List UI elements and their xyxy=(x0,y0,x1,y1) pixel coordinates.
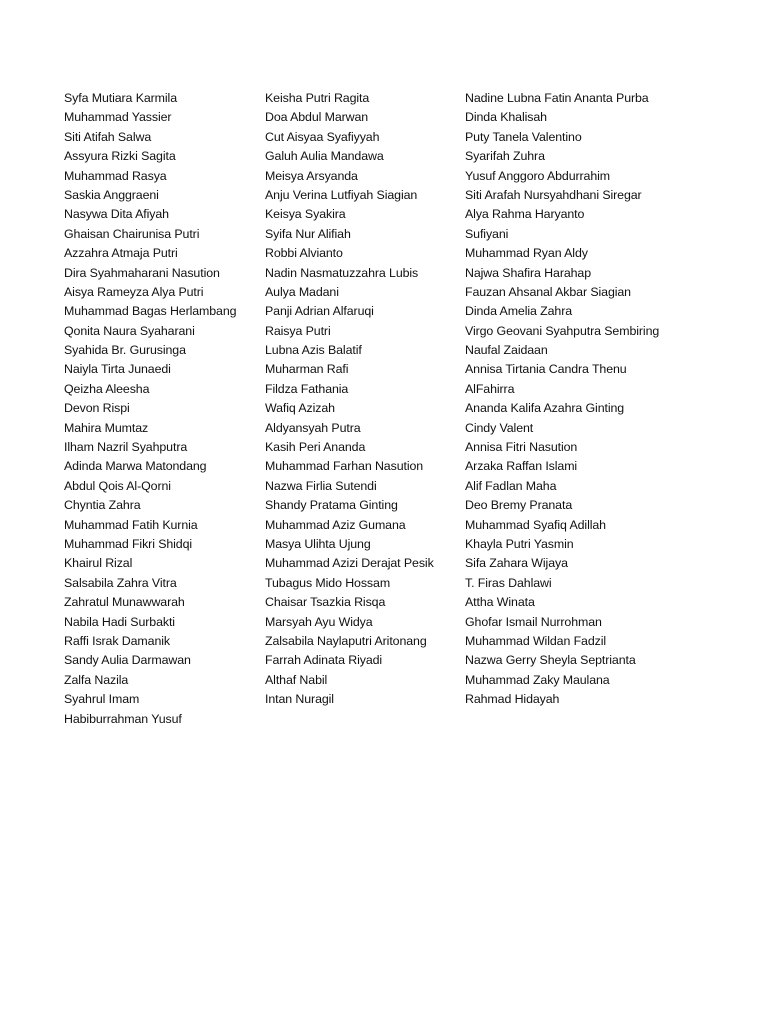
name-entry: Habiburrahman Yusuf xyxy=(64,711,182,726)
name-entry: Alya Rahma Haryanto xyxy=(465,207,585,222)
name-entry: Muhammad Zaky Maulana xyxy=(465,672,610,687)
name-entry: Rahmad Hidayah xyxy=(465,692,560,707)
name-entry: Raisya Putri xyxy=(265,323,331,338)
name-entry: Adinda Marwa Matondang xyxy=(64,459,207,474)
name-entry: Assyura Rizki Sagita xyxy=(64,149,176,164)
name-entry: Nadin Nasmatuzzahra Lubis xyxy=(265,265,419,280)
name-entry: Chyntia Zahra xyxy=(64,498,141,513)
name-entry: Devon Rispi xyxy=(64,401,130,416)
name-entry: Ghaisan Chairunisa Putri xyxy=(64,226,200,241)
name-entry: Muharman Rafi xyxy=(265,362,349,377)
name-entry: Muhammad Azizi Derajat Pesik xyxy=(265,556,434,571)
name-entry: Galuh Aulia Mandawa xyxy=(265,149,384,164)
name-entry: Muhammad Yassier xyxy=(64,110,172,125)
name-entry: Siti Atifah Salwa xyxy=(64,129,152,144)
name-entry: Alif Fadlan Maha xyxy=(465,478,557,493)
name-entry: Muhammad Ryan Aldy xyxy=(465,246,588,261)
name-entry: Meisya Arsyanda xyxy=(265,168,358,183)
name-entry: Nazwa Firlia Sutendi xyxy=(265,478,377,493)
name-entry: Abdul Qois Al-Qorni xyxy=(64,478,171,493)
name-entry: Kasih Peri Ananda xyxy=(265,440,366,455)
name-entry: Farrah Adinata Riyadi xyxy=(265,653,383,668)
name-entry: Fauzan Ahsanal Akbar Siagian xyxy=(465,284,631,299)
name-entry: Dinda Amelia Zahra xyxy=(465,304,573,319)
name-entry: Qeizha Aleesha xyxy=(64,381,150,396)
name-entry: Zahratul Munawwarah xyxy=(64,595,185,610)
name-entry: Sufiyani xyxy=(465,226,509,241)
name-entry: Najwa Shafira Harahap xyxy=(465,265,592,280)
name-entry: Virgo Geovani Syahputra Sembiring xyxy=(465,323,660,338)
name-entry: Ananda Kalifa Azahra Ginting xyxy=(465,401,625,416)
name-entry: Cindy Valent xyxy=(465,420,534,435)
name-entry: Zalfa Nazila xyxy=(64,672,129,687)
name-entry: Syahrul Imam xyxy=(64,692,140,707)
name-entry: Syarifah Zuhra xyxy=(465,149,545,164)
name-entry: Aulya Madani xyxy=(265,284,339,299)
name-entry: Lubna Azis Balatif xyxy=(265,343,362,358)
name-entry: Deo Bremy Pranata xyxy=(465,498,573,513)
name-entry: Syifa Nur Alifiah xyxy=(265,226,351,241)
name-entry: Nabila Hadi Surbakti xyxy=(64,614,175,629)
name-entry: Dira Syahmaharani Nasution xyxy=(64,265,220,280)
name-entry: Cut Aisyaa Syafiyyah xyxy=(265,129,380,144)
name-entry: Naufal Zaidaan xyxy=(465,343,548,358)
name-entry: Wafiq Azizah xyxy=(265,401,335,416)
name-column-2 xyxy=(265,89,455,710)
name-entry: Muhammad Wildan Fadzil xyxy=(465,633,607,648)
name-entry: Tubagus Mido Hossam xyxy=(265,575,391,590)
name-entry: Muhammad Rasya xyxy=(64,168,167,183)
name-entry: Attha Winata xyxy=(465,595,535,610)
name-entry: Panji Adrian Alfaruqi xyxy=(265,304,374,319)
name-entry: Muhammad Fikri Shidqi xyxy=(64,536,193,551)
name-entry: Annisa Fitri Nasution xyxy=(465,440,578,455)
name-entry: Yusuf Anggoro Abdurrahim xyxy=(465,168,611,183)
name-entry: Naiyla Tirta Junaedi xyxy=(64,362,171,377)
name-entry: Muhammad Syafiq Adillah xyxy=(465,517,606,532)
name-entry: Ghofar Ismail Nurrohman xyxy=(465,614,602,629)
name-entry: Marsyah Ayu Widya xyxy=(265,614,373,629)
name-entry: Fildza Fathania xyxy=(265,381,349,396)
name-entry: Shandy Pratama Ginting xyxy=(265,498,398,513)
name-entry: Saskia Anggraeni xyxy=(64,187,159,202)
name-entry: Khayla Putri Yasmin xyxy=(465,536,574,551)
name-entry: Nazwa Gerry Sheyla Septrianta xyxy=(465,653,636,668)
name-column-3 xyxy=(465,89,685,710)
name-entry: Qonita Naura Syaharani xyxy=(64,323,195,338)
name-entry: AlFahirra xyxy=(465,381,515,396)
name-entry: Robbi Alvianto xyxy=(265,246,343,261)
name-entry: Nadine Lubna Fatin Ananta Purba xyxy=(465,91,649,105)
name-entry: Keisha Putri Ragita xyxy=(265,91,370,105)
name-entry: Muhammad Bagas Herlambang xyxy=(64,304,237,319)
name-entry: Syfa Mutiara Karmila xyxy=(64,91,177,105)
name-entry: Dinda Khalisah xyxy=(465,110,547,125)
name-entry: Annisa Tirtania Candra Thenu xyxy=(465,362,627,377)
name-entry: Aisya Rameyza Alya Putri xyxy=(64,284,204,299)
name-entry: Zalsabila Naylaputri Aritonang xyxy=(265,633,427,648)
name-entry: Doa Abdul Marwan xyxy=(265,110,369,125)
name-entry: Intan Nuragil xyxy=(265,692,334,707)
name-entry: Muhammad Farhan Nasution xyxy=(265,459,424,474)
name-entry: Raffi Israk Damanik xyxy=(64,633,170,648)
name-entry: Azzahra Atmaja Putri xyxy=(64,246,178,261)
name-entry: Siti Arafah Nursyahdhani Siregar xyxy=(465,187,642,202)
name-entry: Sifa Zahara Wijaya xyxy=(465,556,568,571)
name-entry: Puty Tanela Valentino xyxy=(465,129,582,144)
name-entry: Keisya Syakira xyxy=(265,207,346,222)
name-entry: Muhammad Aziz Gumana xyxy=(265,517,406,532)
name-entry: Salsabila Zahra Vitra xyxy=(64,575,177,590)
name-entry: Sandy Aulia Darmawan xyxy=(64,653,191,668)
name-entry: Nasywa Dita Afiyah xyxy=(64,207,169,222)
name-entry: Aldyansyah Putra xyxy=(265,420,361,435)
name-entry: Ilham Nazril Syahputra xyxy=(64,440,188,455)
name-column-1 xyxy=(64,89,254,729)
name-entry: Arzaka Raffan Islami xyxy=(465,459,578,474)
name-entry: Mahira Mumtaz xyxy=(64,420,149,435)
name-entry: Chaisar Tsazkia Risqa xyxy=(265,595,386,610)
name-entry: T. Firas Dahlawi xyxy=(465,575,552,590)
name-entry: Masya Ulihta Ujung xyxy=(265,536,371,551)
name-entry: Muhammad Fatih Kurnia xyxy=(64,517,198,532)
name-entry: Anju Verina Lutfiyah Siagian xyxy=(265,187,418,202)
name-entry: Khairul Rizal xyxy=(64,556,133,571)
name-entry: Syahida Br. Gurusinga xyxy=(64,343,186,358)
name-entry: Althaf Nabil xyxy=(265,672,328,687)
